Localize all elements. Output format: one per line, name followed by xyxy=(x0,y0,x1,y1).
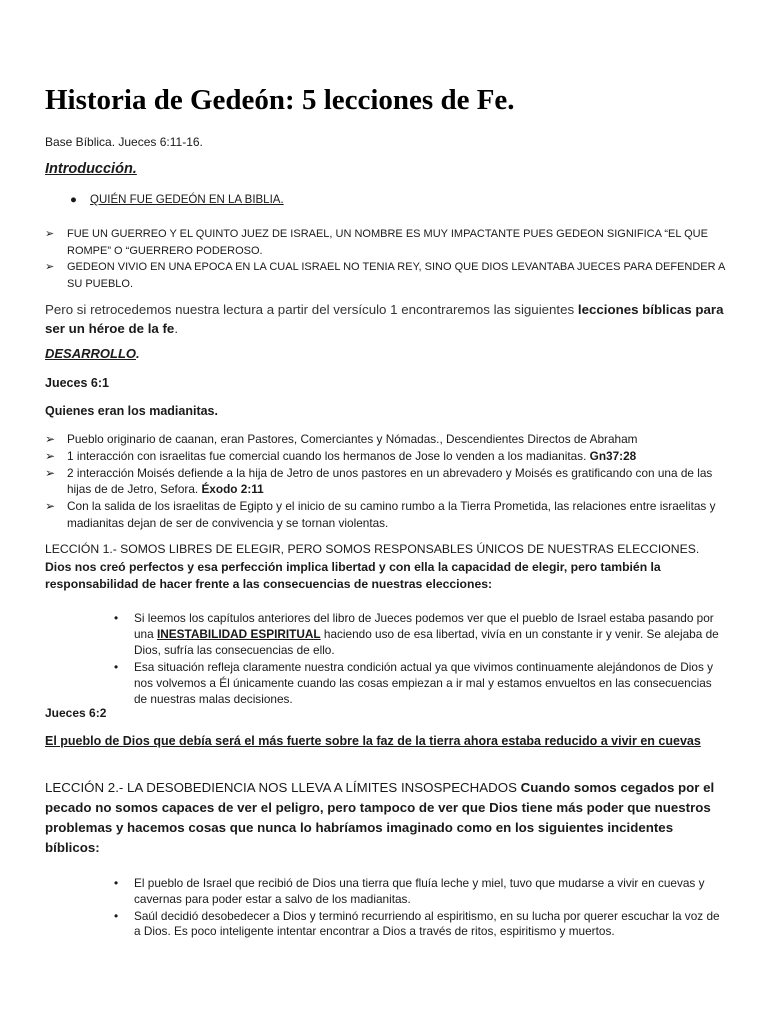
intro-heading: Introducción. xyxy=(45,161,137,177)
leccion-2-list xyxy=(112,876,726,941)
dot-bullet-icon: • xyxy=(114,660,119,674)
dot-bullet-icon: ● xyxy=(70,194,77,206)
section-heading: Quienes eran los madianitas. xyxy=(45,404,218,418)
leccion-body: Cuando somos cegados por el pecado no somos capaces de ver el peligro, pero tampoco de ver que Dios tiene más poder que nuestros problemas y hacemos cosas que nunca lo habríamos imaginado como en los siguientes incidentes bíblicos: xyxy=(45,780,715,855)
leccion-2 xyxy=(45,778,728,858)
pueblo-statement: El pueblo de Dios que debía será el más fuerte sobre la faz de la tierra ahora estaba reducido a vivir en cuevas xyxy=(45,734,701,748)
list-item xyxy=(45,498,728,532)
list-item-text: El pueblo de Israel que recibió de Dios una tierra que fluía leche y miel, tuvo que mudarse a vivir en cuevas y cavernas para poder estar a salvo de los madianitas. xyxy=(134,876,705,906)
list-item-ref: Gn37:28 xyxy=(589,448,637,463)
list-item xyxy=(112,909,726,941)
dot-bullet-icon: • xyxy=(114,908,119,923)
list-item xyxy=(112,610,726,658)
leccion-body: Dios nos creó perfectos y esa perfección implica libertad y con ella la capacidad de elegir, pero también la responsabilidad de hacer frente a las consecuencias de nuestras elecciones: xyxy=(45,559,661,591)
list-item xyxy=(45,259,728,292)
list-item-text: Esa situación refleja claramente nuestra condición actual ya que vivimos continuamente alejándonos de Dios y nos volvemos a Él únicamente cuando las cosas empiezan a ir mal y estamos envueltos en las consecuencias de nuestras malas decisiones. xyxy=(134,660,714,706)
madianitas-list xyxy=(45,431,728,532)
list-item-text: FUE UN GUERREO Y EL QUINTO JUEZ DE ISRAEL, UN NOMBRE ES MUY IMPACTANTE PUES GEDEON SIGNIFICA “EL QUE ROMPE” O “GUERRERO PODEROSO. xyxy=(67,228,708,257)
dot-item-text: QUIÉN FUE GEDEÓN EN LA BIBLIA. xyxy=(90,194,284,206)
base-biblica: Base Bíblica. Jueces 6:11-16. xyxy=(45,135,203,149)
list-item xyxy=(45,448,728,465)
list-item-text: Saúl decidió desobedecer a Dios y terminó recurriendo al espiritismo, en su lucha por querer escuchar la voz de a Dios. Es poco inteligente intentar encontrar a Dios a través de ritos, espiritismo y muertos. xyxy=(134,908,720,939)
leccion-title: LECCIÓN 1.- SOMOS LIBRES DE ELEGIR, PERO SOMOS RESPONSABLES ÚNICOS DE NUESTRAS ELECCIONES. xyxy=(45,542,700,556)
paragraph-end: . xyxy=(174,321,179,336)
list-item xyxy=(45,226,728,259)
leccion-1 xyxy=(45,541,728,594)
arrow-bullet-icon: ➢ xyxy=(45,228,55,240)
paragraph-text: Pero si retrocedemos nuestra lectura a partir del versículo 1 encontraremos las siguientes xyxy=(45,302,578,317)
leccion-title: LECCIÓN 2.- LA DESOBEDIENCIA NOS LLEVA A LÍMITES INSOSPECHADOS xyxy=(45,780,521,795)
verse-reference: Jueces 6:1 xyxy=(45,376,109,390)
list-item-text: GEDEON VIVIO EN UNA EPOCA EN LA CUAL ISRAEL NO TENIA REY, SINO QUE DIOS LEVANTABA JUECES PARA DEFENDER A SU PUEBLO. xyxy=(67,261,725,290)
list-item-ref: Éxodo 2:11 xyxy=(201,482,264,497)
arrow-bullet-icon: ➢ xyxy=(45,499,55,514)
desarrollo-heading xyxy=(45,346,728,361)
paragraph-bold: lecciones bíblicas para ser un héroe de la fe xyxy=(45,302,724,336)
list-item-text: 2 interacción Moisés defiende a la hija de Jetro de unos pastores en un abrevadero y Moisés es gratificando con una de las hijas de de Jetro, Sefora. xyxy=(67,465,713,497)
list-item xyxy=(45,431,728,448)
list-item xyxy=(45,465,728,499)
list-item-text: Pueblo originario de caanan, eran Pastores, Comerciantes y Nómadas., Descendientes Directos de Abraham xyxy=(67,432,638,446)
dot-bullet-icon: • xyxy=(114,611,119,625)
arrow-bullet-icon: ➢ xyxy=(45,465,55,480)
desarrollo-text: DESARROLLO xyxy=(45,346,136,361)
list-item xyxy=(112,659,726,707)
arrow-bullet-icon: ➢ xyxy=(45,261,55,273)
dot-list-item xyxy=(70,194,284,206)
list-item-text: Con la salida de los israelitas de Egipto y el inicio de su camino rumbo a la Tierra Prometida, las relaciones entre israelitas y madianitas dejan de ser de convivencia y se tornan violentas. xyxy=(67,499,716,530)
verse-reference: Jueces 6:2 xyxy=(45,706,107,720)
dot-bullet-icon: • xyxy=(114,876,119,890)
caps-list xyxy=(45,226,728,292)
arrow-bullet-icon: ➢ xyxy=(45,432,55,446)
list-item-text: haciendo uso de esa libertad, vivía en un constante ir y venir. Se alejaba de Dios, sufría las consecuencias de ello. xyxy=(134,627,719,657)
desarrollo-period: . xyxy=(136,346,140,361)
arrow-bullet-icon: ➢ xyxy=(45,448,55,463)
leccion-1-list xyxy=(112,610,726,708)
list-item-emphasis: INESTABILIDAD ESPIRITUAL xyxy=(156,627,321,641)
paragraph-lecciones xyxy=(45,300,728,338)
list-item-text: 1 interacción con israelitas fue comercial cuando los hermanos de Jose lo venden a los madianitas. xyxy=(67,448,590,463)
document-title: Historia de Gedeón: 5 lecciones de Fe. xyxy=(45,84,515,116)
list-item xyxy=(112,876,726,908)
list-item-text: Si leemos los capítulos anteriores del libro de Jueces podemos ver que el pueblo de Israel estaba pasando por una xyxy=(134,611,714,641)
